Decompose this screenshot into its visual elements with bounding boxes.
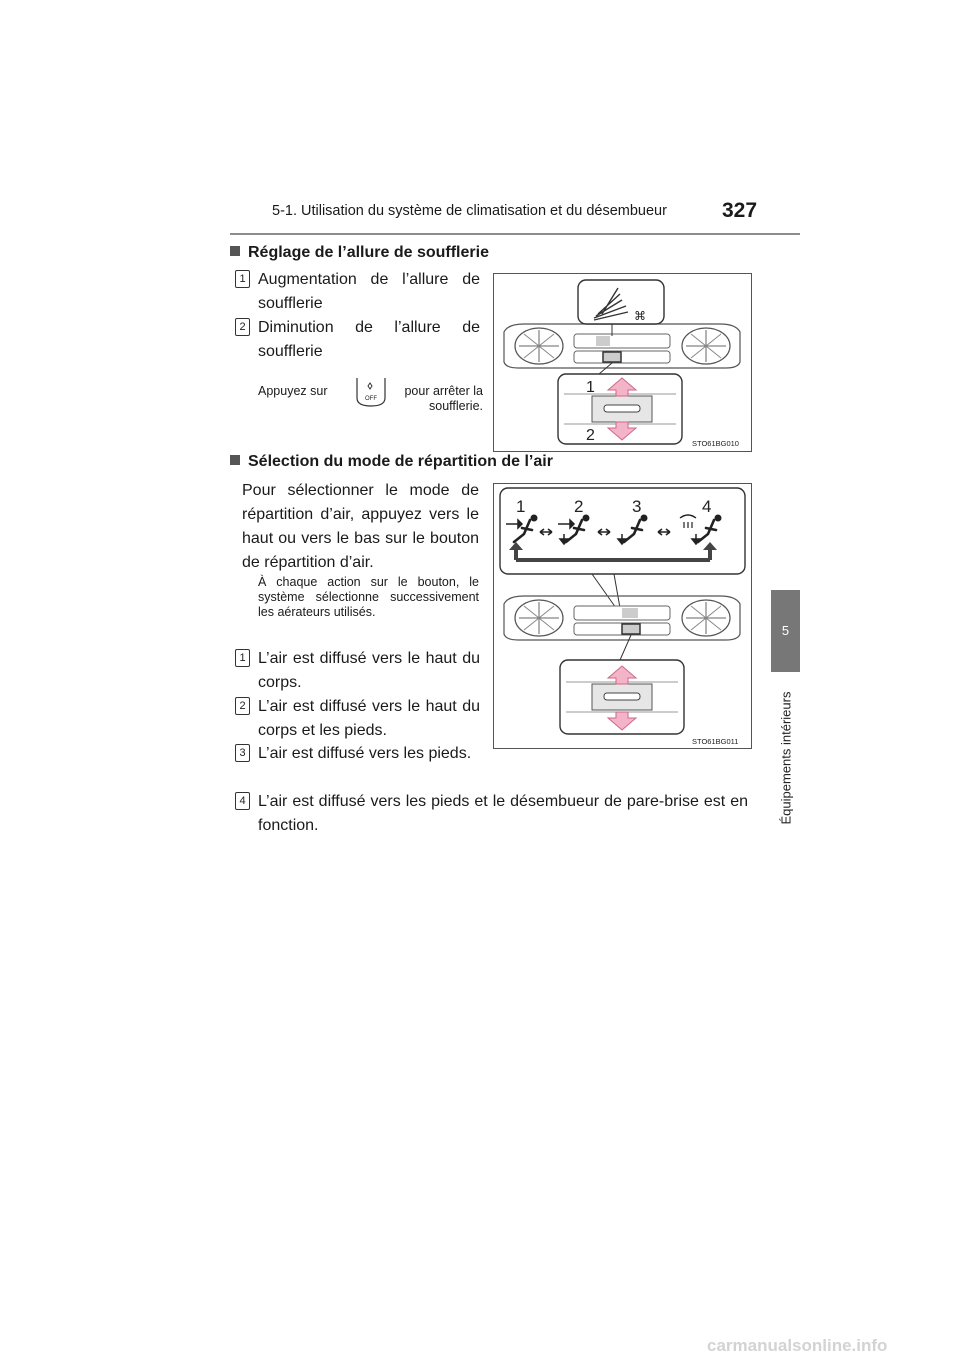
fan-off-note (258, 376, 483, 434)
callout-number: 2 (586, 427, 595, 444)
item-number-badge: 1 (235, 649, 250, 667)
off-label: OFF (365, 396, 377, 402)
mode-number: 4 (702, 497, 712, 516)
note-text: Appuyez sur (258, 384, 328, 398)
item-text: Augmentation de l’allure de soufflerie (258, 271, 480, 312)
svg-text:⌘: ⌘ (634, 309, 646, 323)
item-number-badge: 4 (235, 792, 250, 810)
item-text: Diminution de l’allure de soufflerie (258, 319, 480, 360)
section-title-text: Réglage de l’allure de soufflerie (248, 244, 489, 261)
item-number-badge: 2 (235, 697, 250, 715)
item-number-badge: 3 (235, 744, 250, 762)
note-paragraph: À chaque action sur le bouton, le système sélectionne successivement les aérateurs utilisés. (258, 575, 479, 619)
section-bullet-icon (230, 455, 240, 465)
callout-number: 1 (586, 379, 595, 396)
item-number-badge: 1 (235, 270, 250, 288)
item-text: L’air est diffusé vers le haut du corps et les pieds. (258, 698, 480, 739)
item-number-badge: 2 (235, 318, 250, 336)
note-text: pour arrêter la soufflerie. (404, 384, 483, 413)
page-number: 327 (722, 199, 758, 222)
dashboard-illustration (494, 274, 751, 451)
air-mode-illustration (494, 484, 751, 748)
item-text: L’air est diffusé vers le haut du corps. (258, 650, 480, 691)
section-bullet-icon (230, 246, 240, 256)
figure-code: STO61BG010 (692, 439, 739, 448)
item-text: L’air est diffusé vers les pieds et le désembueur de pare-brise est en fonction. (258, 793, 748, 834)
air-distribution-figure (493, 483, 752, 749)
chapter-tab-label-text: Équipements intérieurs (778, 691, 794, 825)
item-text: L’air est diffusé vers les pieds. (258, 745, 472, 762)
mode-number: 3 (632, 497, 642, 516)
fan-off-button-icon (353, 376, 389, 410)
section-title-fan-speed (230, 244, 489, 262)
section-title-text: Sélection du mode de répartition de l’air (248, 453, 553, 470)
fan-speed-figure (493, 273, 752, 452)
figure-code: STO61BG011 (692, 737, 739, 746)
header-divider (230, 233, 800, 235)
mode-number: 2 (574, 497, 584, 516)
watermark: carmanualsonline.info (707, 1336, 888, 1355)
chapter-title: 5-1. Utilisation du système de climatisation et du désembueur (272, 203, 667, 219)
intro-paragraph: Pour sélectionner le mode de répartition d’air, appuyez vers le haut ou vers le bas sur le bouton de répartition d’air. (242, 482, 479, 571)
chapter-tab[interactable]: 5 (771, 590, 800, 672)
chapter-tab-label (772, 688, 800, 828)
mode-number: 1 (516, 497, 526, 516)
section-title-air-distribution (230, 453, 553, 471)
